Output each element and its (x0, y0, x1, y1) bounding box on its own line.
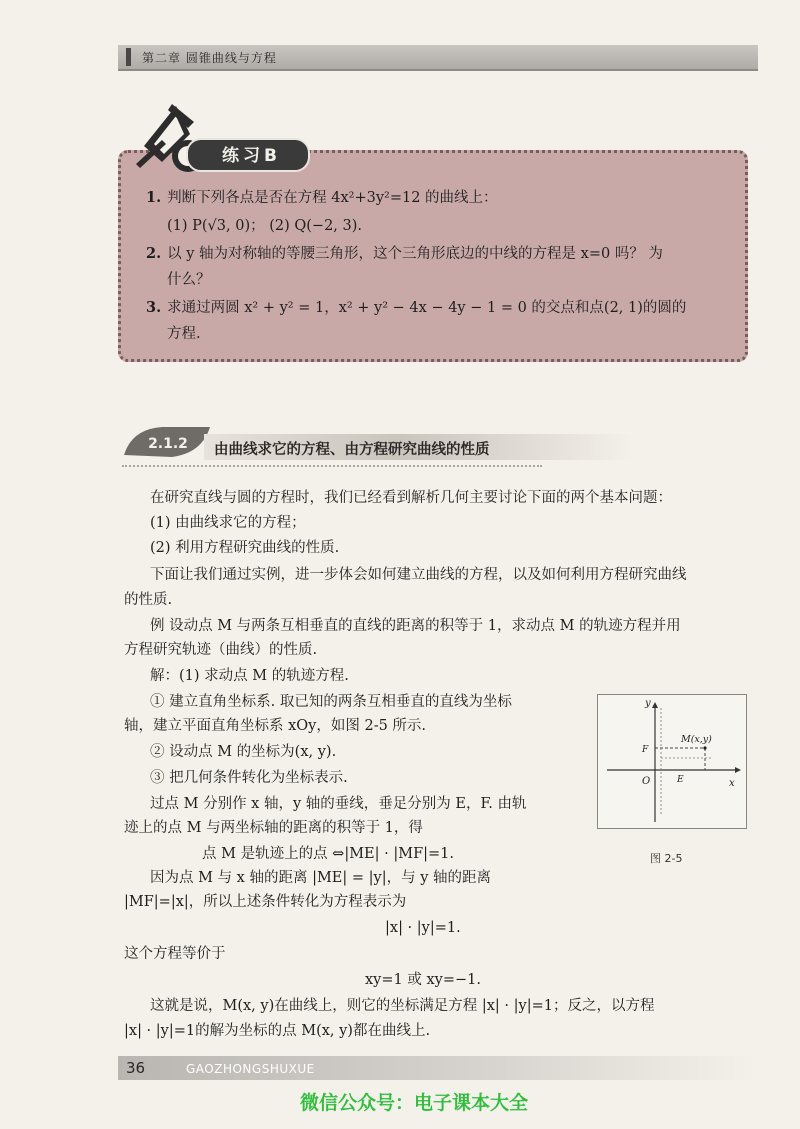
exercise-number: 3. (146, 299, 162, 316)
example-paragraph: 方程研究轨迹（曲线）的性质. (124, 642, 318, 658)
exercise-text: (1) P(√3, 0)； (2) Q(−2, 3). (167, 218, 363, 234)
paragraph: 在研究直线与圆的方程时，我们已经看到解析几何主要讨论下面的两个基本问题： (150, 490, 672, 506)
y-axis-label: y (645, 698, 651, 709)
section-number: 2.1.2 (148, 436, 188, 452)
paragraph: ① 建立直角坐标系. 取已知的两条互相垂直的直线为坐标 (150, 694, 512, 710)
footer-brand: GAOZHONGSHUXUE (186, 1062, 315, 1076)
x-axis-label: x (729, 778, 735, 789)
chapter-header (118, 45, 758, 71)
paragraph: |MF|=|x|，所以上述条件转化为方程表示为 (124, 894, 407, 910)
paragraph: |x| · |y|=1的解为坐标的点 M(x, y)都在曲线上. (124, 1023, 431, 1039)
exercise-text: 以 y 轴为对称轴的等腰三角形，这个三角形底边的中线的方程是 x=0 吗？ 为 (167, 246, 663, 262)
header-marker (126, 48, 131, 66)
paragraph: 这个方程等价于 (124, 946, 226, 962)
paragraph: 的性质. (124, 592, 173, 608)
chapter-title: 第二章 圆锥曲线与方程 (142, 51, 277, 65)
exercise-text: 什么？ (167, 272, 211, 288)
paragraph: 这就是说，M(x, y)在曲线上，则它的坐标满足方程 |x| · |y|=1；反之，以方程 (150, 998, 655, 1014)
paragraph: 下面让我们通过实例，进一步体会如何建立曲线的方程，以及如何利用方程研究曲线 (150, 567, 687, 583)
equation: 点 M 是轨迹上的点 ⇔|ME| · |MF|=1. (202, 846, 455, 862)
point-f-label: F (642, 745, 649, 755)
equation: |x| · |y|=1. (385, 920, 461, 936)
paragraph: 过点 M 分别作 x 轴，y 轴的垂线，垂足分别为 E，F. 由轨 (150, 796, 527, 812)
figure-2-5 (597, 694, 747, 829)
exercise-item (167, 214, 362, 238)
exercise-item (146, 296, 686, 320)
solution-heading: 解：(1) 求动点 M 的轨迹方程. (150, 668, 349, 684)
figure-frame (598, 695, 747, 829)
origin-label: O (642, 776, 651, 787)
paragraph: ② 设动点 M 的坐标为(x, y). (150, 744, 337, 760)
equation: xy=1 或 xy=−1. (365, 972, 481, 988)
section-badge (122, 425, 214, 459)
exercise-text: 判断下列各点是否在方程 4x²+3y²=12 的曲线上： (167, 190, 498, 206)
example-paragraph: 例 设动点 M 与两条互相垂直的直线的距离的积等于 1，求动点 M 的轨迹方程并用 (150, 618, 681, 634)
point-m (703, 746, 706, 749)
paragraph: (1) 由曲线求它的方程； (150, 515, 306, 531)
exercise-number: 1. (146, 189, 162, 206)
point-m-label: M(x,y) (681, 734, 712, 745)
page-number: 36 (126, 1059, 146, 1077)
section-divider (122, 465, 542, 467)
paragraph: 迹上的点 M 与两坐标轴的距离的积等于 1，得 (124, 820, 423, 836)
paragraph: (2) 利用方程研究曲线的性质. (150, 540, 340, 556)
figure-caption: 图 2-5 (650, 852, 683, 865)
exercise-number: 2. (146, 245, 162, 262)
exercise-item (167, 268, 211, 292)
exercise-item (167, 322, 201, 346)
exercise-item (146, 242, 663, 266)
paragraph: ③ 把几何条件转化为坐标表示. (150, 770, 348, 786)
exercise-title: 练习B (222, 146, 281, 166)
section-title: 由曲线求它的方程、由方程研究曲线的性质 (214, 442, 490, 458)
paragraph: 轴，建立平面直角坐标系 xOy，如图 2-5 所示. (124, 718, 427, 734)
exercise-text: 方程. (167, 326, 201, 342)
exercise-text: 求通过两圆 x² + y² = 1，x² + y² − 4x − 4y − 1 = 0 的交点和点(2, 1)的圆的 (167, 300, 687, 316)
point-e-label: E (677, 775, 684, 785)
paragraph: 因为点 M 与 x 轴的距离 |ME| = |y|，与 y 轴的距离 (150, 870, 492, 886)
exercise-item (146, 186, 498, 210)
watermark: 微信公众号：电子课本大全 (300, 1092, 529, 1114)
